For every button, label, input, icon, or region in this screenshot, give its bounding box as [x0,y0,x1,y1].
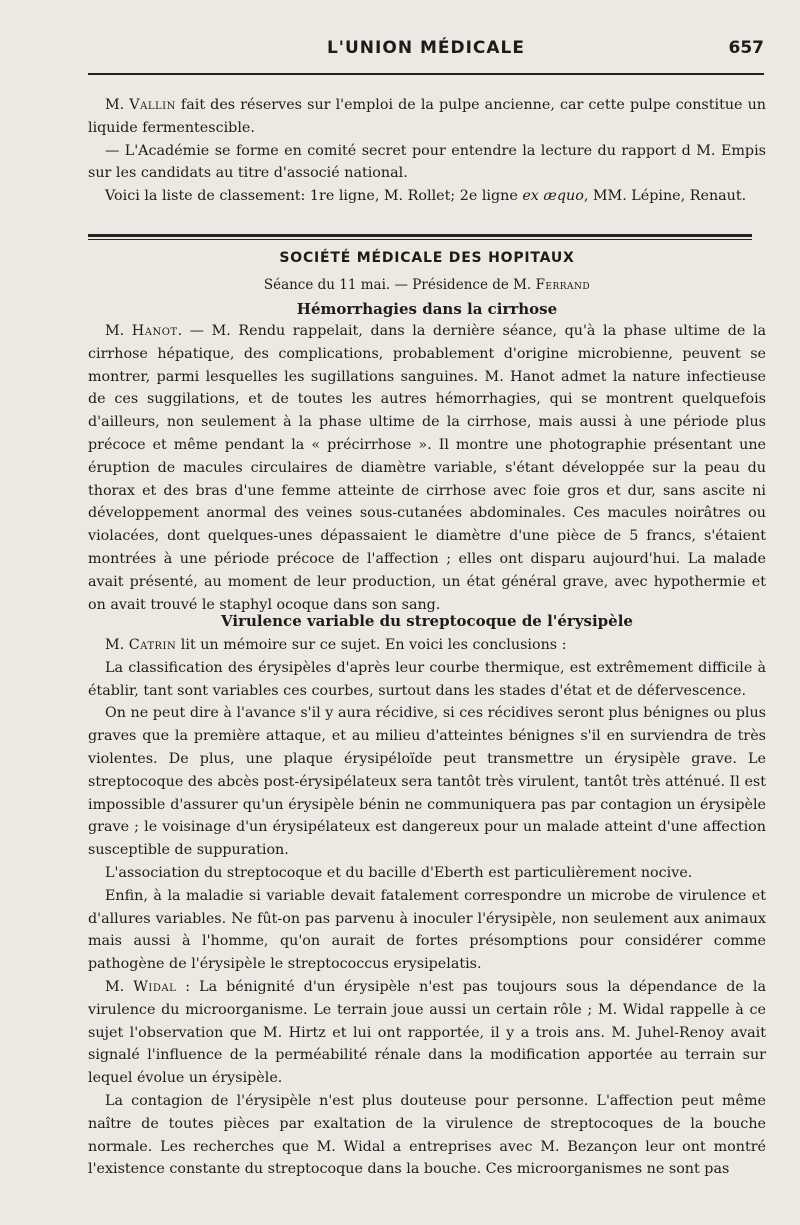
article2-paragraph-7: La contagion de l'érysipèle n'est plus douteuse pour personne. L'affection peut même naître de toutes pièces par exaltation de la virulence de streptocoques de la bouche normale. Les recherches que M. Widal a entreprises avec M. Bezançon leur ont montré l'existence constante du streptocoque dans la bouche. Ces microorganismes ne sont pas [88,1092,766,1178]
top-text-block [88,94,766,208]
article2-paragraph-2: La classification des érysipèles d'après leur courbe thermique, est extrêmement difficile à établir, tant sont variables ces courbes, surtout dans les stades d'état et de défervescence. [88,659,766,699]
page-number: 657 [728,38,764,58]
article2-paragraph-5: Enfin, à la maladie si variable devait fatalement correspondre un microbe de virulence et d'allures variables. Ne fût-on pas parvenu à inoculer l'érysipèle, non seulement aux animaux mais aussi à l'homme, qu'on aurait de fortes présomptions pour considérer comme pathogène de l'érysipèle le streptococcus erysipelatis. [88,887,766,973]
article1-heading: Hémorrhagies dans la cirrhose [296,300,558,318]
session-prefix: Séance du 11 mai. — Présidence de M. [263,277,536,293]
section-rule-thin [88,239,752,240]
article2-speaker1: Catrin [128,637,177,653]
article1-speaker: Hanot [131,323,178,339]
session-president: Ferrand [535,277,591,293]
paragraph-vallin-text: fait des réserves sur l'emploi de la pulpe ancienne, car cette pulpe constitue un liquide fermentescible. [88,97,766,136]
article2-p1: lit un mémoire sur ce sujet. En voici les conclusions : [176,637,567,653]
article1-paragraph: M. Hanot. — M. Rendu rappelait, dans la dernière séance, qu'à la phase ultime de la cirrhose hépatique, des complications, probablement d'origine microbienne, peuvent se montrer, parmi lesquelles les sugillations sanguines. M. Hanot admet la nature infectieuse de ces suggilations, et de toutes les autres hémorrhagies, qui se montrent quelquefois d'ailleurs, non seulement à la phase ultime de la cirrhose, mais aussi à une période plus précoce et même pendant la « précirrhose ». Il montre une photographie présentant une éruption de macules circulaires de diamètre variable, s'étant développée sur la peau du thorax et des bras d'une femme atteinte de cirrhose avec foie gros et dur, sans ascite ni développement anormal des veines sous-cutanées abdominales. Ces macules noirâtres ou violacées, dont quelques-unes dépassaient le diamètre d'une pièce de 5 francs, s'étaient montrées à une période précoce de l'affection ; elles ont disparu aujourd'hui. La malade avait présenté, au moment de leur production, un état général grave, avec hypothermie et on avait trouvé le staphyl ocoque dans son sang. [88,323,767,613]
article2-paragraph-6: M. Widal : La bénignité d'un érysipèle n'est pas toujours sous la dépendance de la virulence du microorganisme. Le terrain joue aussi un certain rôle ; M. Widal rappelle à ce sujet l'observation que M. Hirtz et lui ont rapportée, il y a trois ans. M. Juhel-Renoy avait signalé l'influence de la perméabilité rénale dans la modification apportée au terrain sur lequel évolue un érysipèle. [88,978,766,1087]
paragraph-vallin: M. Vallin fait des réserves sur l'emploi de la pulpe ancienne, car cette pulpe constitue un liquide fermentescible. [88,97,766,136]
section-rule-thick [88,234,752,237]
article2-body [88,634,766,1181]
classement-italic: ex æquo [522,188,584,205]
session-line [88,277,766,293]
article2-speaker2: Widal [133,978,177,995]
article2-paragraph-3: On ne peut dire à l'avance s'il y aura récidive, si ces récidives seront plus bénignes ou plus graves que la première attaque, et au milieu d'atteintes bénignes s'il en surviendra de très violentes. De plus, une plaque érysipéloïde peut transmettre un érysipèle grave. Le streptocoque des abcès post-érysipélateux sera tantôt très virulent, tantôt très atténué. Il est impossible d'assurer qu'un érysipèle bénin ne communiquera pas par contagion un érysipèle grave ; le voisinage d'un érysipélateux est dangereux pour un malade atteint d'une affection susceptible de suppuration. [88,705,766,859]
article1-body [88,320,766,616]
paragraph-classement [88,185,766,208]
paragraph-academie: — L'Académie se forme en comité secret pour entendre la lecture du rapport d M. Empis sur les candidats au titre d'associé national. [88,142,766,182]
section-title: SOCIÉTÉ MÉDICALE DES HOPITAUX [279,250,575,266]
classement-suffix: , MM. Lépine, Renaut. [583,188,747,205]
article2-paragraph-1: M. Catrin lit un mémoire sur ce sujet. En voici les conclusions : [105,637,567,653]
article2-p6: : La bénignité d'un érysipèle n'est pas toujours sous la dépendance de la virulence du microorganisme. Le terrain joue aussi un certain rôle ; M. Widal rappelle à ce sujet l'observation que M. Hirtz et lui ont rapportée, il y a trois ans. M. Juhel-Renoy avait signalé l'influence de la perméabilité rénale dans la modification apportée au terrain sur lequel évolue un érysipèle. [88,978,766,1087]
page-header [88,34,764,74]
header-rule [88,73,764,75]
journal-title: L'UNION MÉDICALE [326,38,526,58]
article2-heading: Virulence variable du streptocoque de l'érysipèle [221,612,633,630]
article2-paragraph-4: L'association du streptocoque et du bacille d'Eberth est particulièrement nocive. [105,864,693,881]
article1-text: . — M. Rendu rappelait, dans la dernière séance, qu'à la phase ultime de la cirrhose hépatique, des complications, probablement d'origine microbienne, peuvent se montrer, parmi lesquelles les sugillations sanguines. M. Hanot admet la nature infectieuse de ces suggilations, et de toutes les autres hémorrhagies, qui se montrent quelquefois d'ailleurs, non seulement à la phase ultime de la cirrhose, mais aussi à une période plus précoce et même pendant la « précirrhose ». Il montre une photographie présentant une éruption de macules circulaires de diamètre variable, s'étant développée sur la peau du thorax et des bras d'une femme atteinte de cirrhose avec foie gros et dur, sans ascite ni développement anormal des veines sous-cutanées abdominales. Ces macules noirâtres ou violacées, dont quelques-unes dépassaient le diamètre d'une pièce de 5 francs, s'étaient montrées à une période précoce de l'affection ; elles ont disparu aujourd'hui. La malade avait présenté, au moment de leur production, un état général grave, avec hypothermie et on avait trouvé le staphyl ocoque dans son sang. [88,323,767,613]
classement-prefix: Voici la liste de classement: 1re ligne, M. Rollet; 2e ligne [105,188,523,205]
